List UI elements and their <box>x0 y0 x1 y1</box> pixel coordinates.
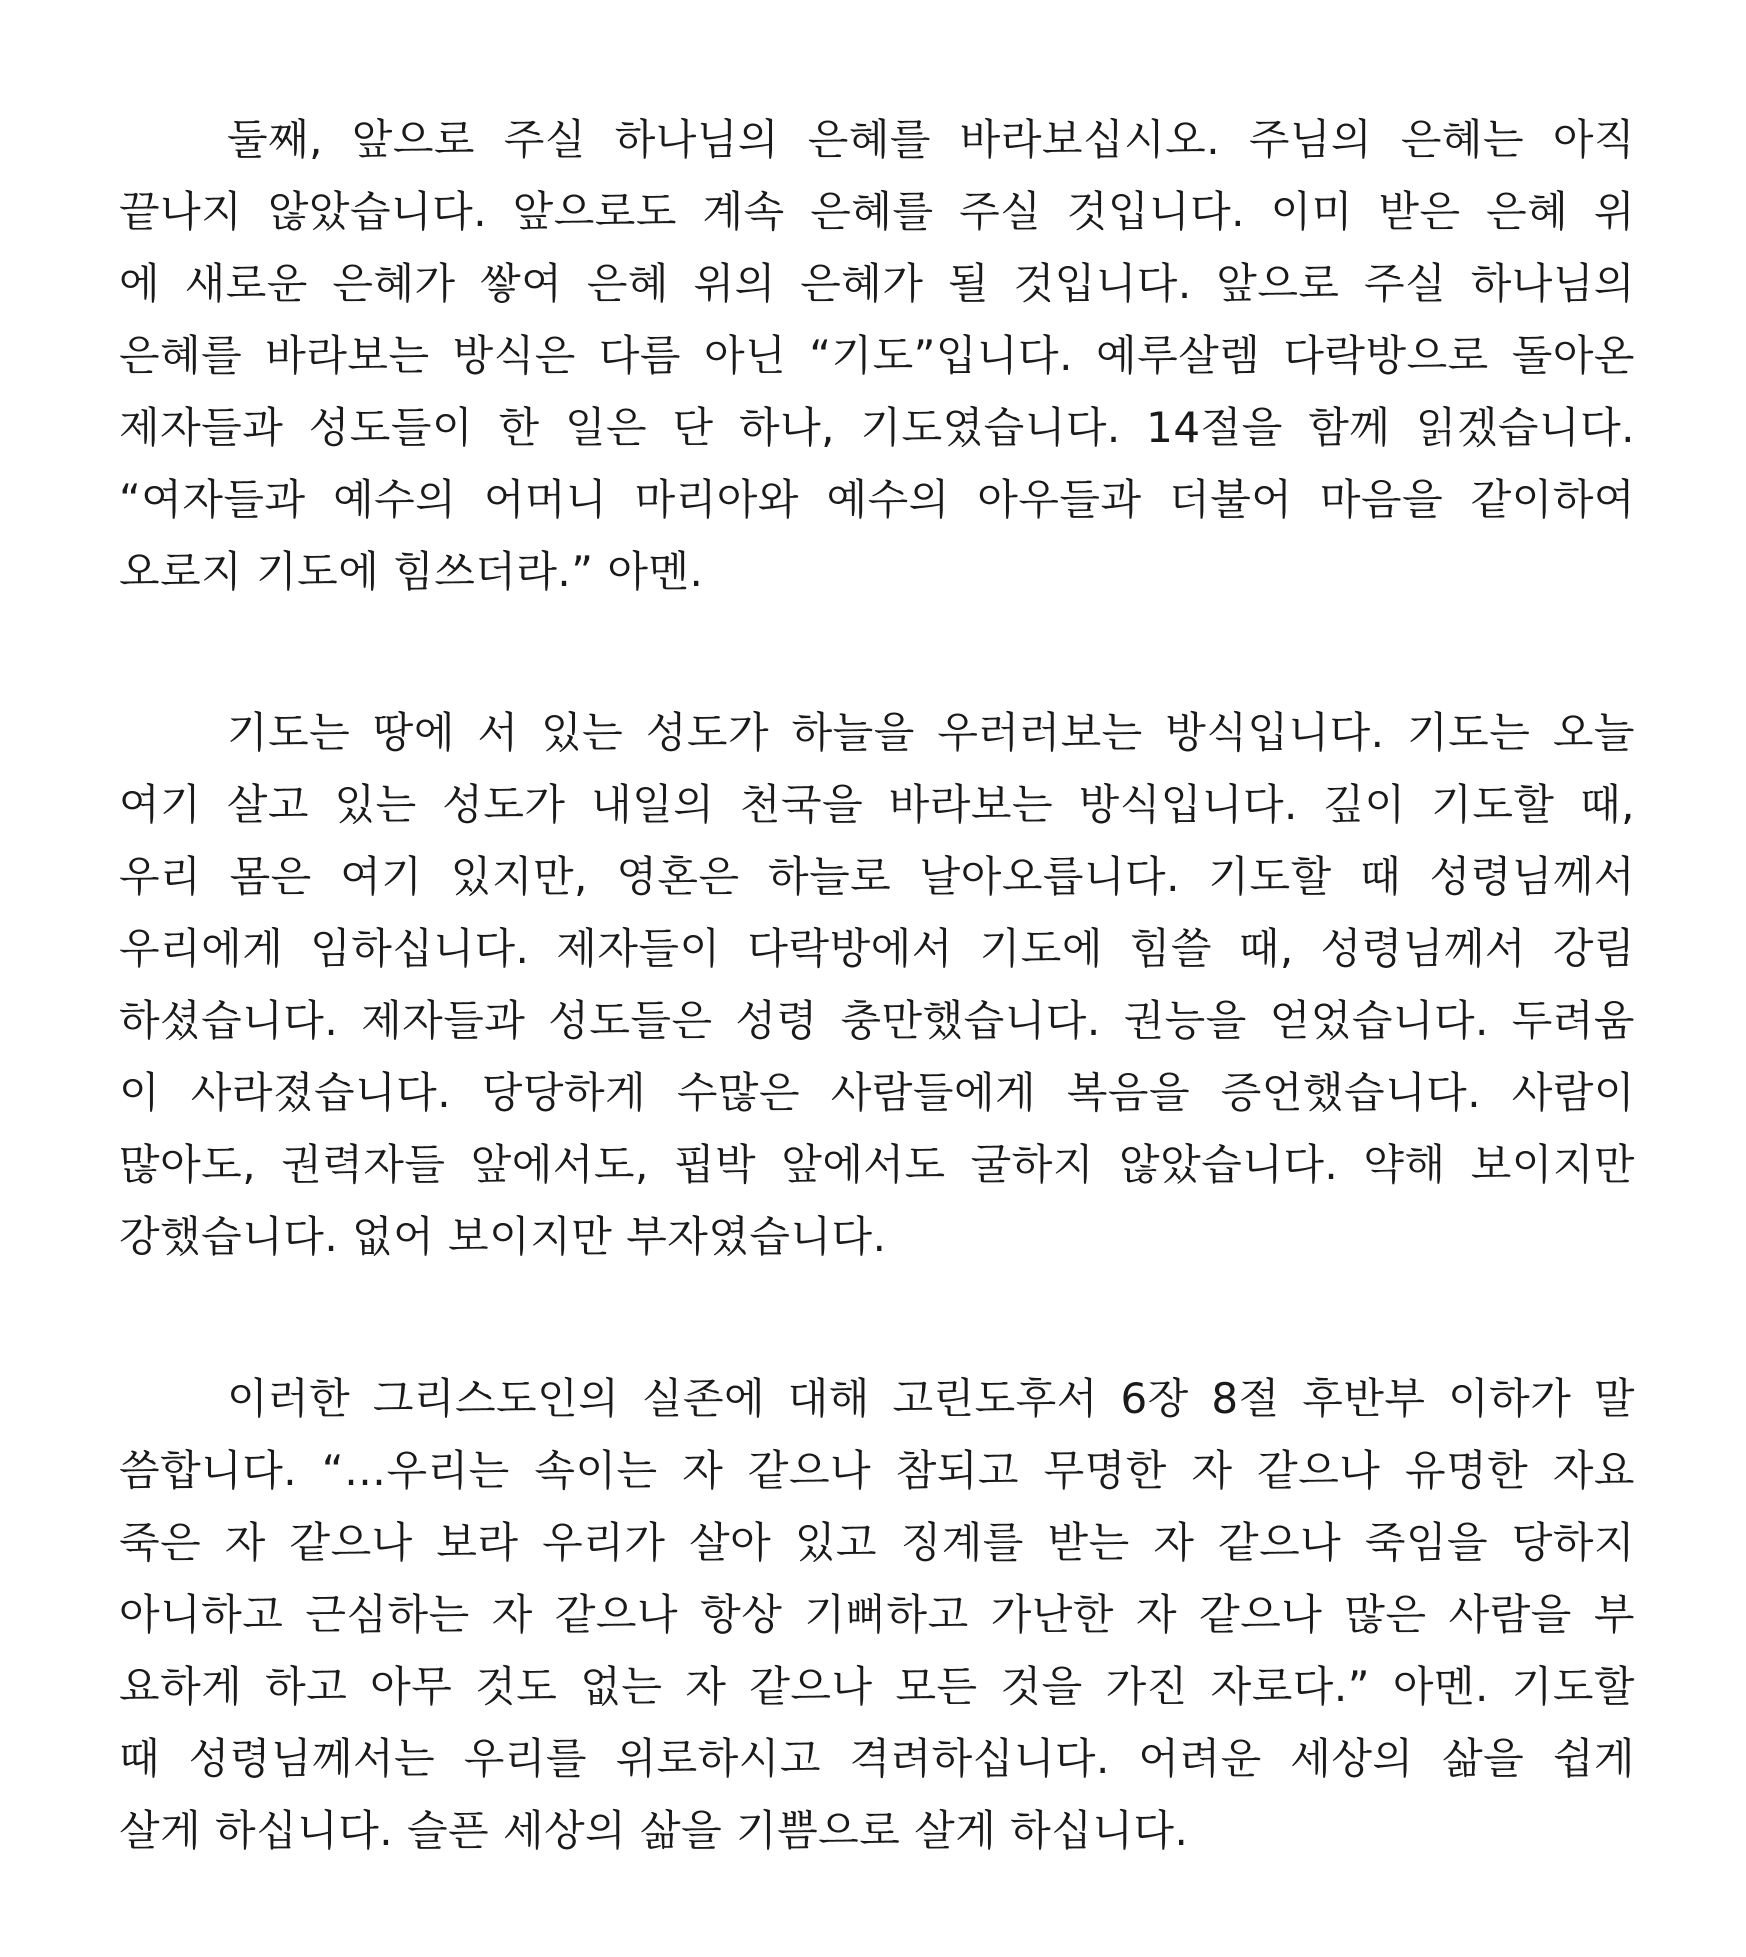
text-line: 이러한 그리스도인의 실존에 대해 고린도후서 6장 8절 후반부 이하가 말 <box>227 1374 1635 1423</box>
text-line: 때 성령님께서는 우리를 위로하시고 격려하십니다. 어려운 세상의 삶을 쉽게 <box>119 1734 1635 1783</box>
paragraph-3 <box>119 1363 1635 1867</box>
text-line: 우리에게 임하십니다. 제자들이 다락방에서 기도에 힘쓸 때, 성령님께서 강림 <box>119 924 1635 973</box>
paragraph-1 <box>119 104 1635 608</box>
text-line: 요하게 하고 아무 것도 없는 자 같으나 모든 것을 가진 자로다.” 아멘. 기도할 <box>119 1662 1635 1711</box>
text-line: 여기 살고 있는 성도가 내일의 천국을 바라보는 방식입니다. 깊이 기도할 때, <box>119 780 1635 829</box>
text-line: 죽은 자 같으나 보라 우리가 살아 있고 징계를 받는 자 같으나 죽임을 당하지 <box>119 1518 1635 1567</box>
text-line: 에 새로운 은혜가 쌓여 은혜 위의 은혜가 될 것입니다. 앞으로 주실 하나님의 <box>119 259 1635 308</box>
text-line: 우리 몸은 여기 있지만, 영혼은 하늘로 날아오릅니다. 기도할 때 성령님께서 <box>119 852 1635 901</box>
text-line: 아니하고 근심하는 자 같으나 항상 기뻐하고 가난한 자 같으나 많은 사람을 부 <box>119 1590 1635 1639</box>
text-line: 기도는 땅에 서 있는 성도가 하늘을 우러러보는 방식입니다. 기도는 오늘 <box>227 708 1635 757</box>
paragraph-2 <box>119 697 1635 1273</box>
text-line: 끝나지 않았습니다. 앞으로도 계속 은혜를 주실 것입니다. 이미 받은 은혜 위 <box>119 187 1635 236</box>
text-line: 둘째, 앞으로 주실 하나님의 은혜를 바라보십시오. 주님의 은혜는 아직 <box>227 115 1635 164</box>
text-line: 제자들과 성도들이 한 일은 단 하나, 기도였습니다. 14절을 함께 읽겠습니다. <box>119 403 1635 452</box>
text-line: 오로지 기도에 힘쓰더라.” 아멘. <box>119 547 704 596</box>
text-line: 많아도, 권력자들 앞에서도, 핍박 앞에서도 굴하지 않았습니다. 약해 보이지만 <box>119 1140 1635 1189</box>
text-line: 씀합니다. “…우리는 속이는 자 같으나 참되고 무명한 자 같으나 유명한 자요 <box>119 1446 1635 1495</box>
text-line: “여자들과 예수의 어머니 마리아와 예수의 아우들과 더불어 마음을 같이하여 <box>119 475 1635 524</box>
text-line: 하셨습니다. 제자들과 성도들은 성령 충만했습니다. 권능을 얻었습니다. 두려움 <box>119 996 1635 1045</box>
text-line: 은혜를 바라보는 방식은 다름 아닌 “기도”입니다. 예루살렘 다락방으로 돌아온 <box>119 331 1635 380</box>
text-line: 살게 하십니다. 슬픈 세상의 삶을 기쁨으로 살게 하십니다. <box>119 1806 1189 1855</box>
text-line: 강했습니다. 없어 보이지만 부자였습니다. <box>119 1212 887 1261</box>
text-line: 이 사라졌습니다. 당당하게 수많은 사람들에게 복음을 증언했습니다. 사람이 <box>119 1068 1635 1117</box>
